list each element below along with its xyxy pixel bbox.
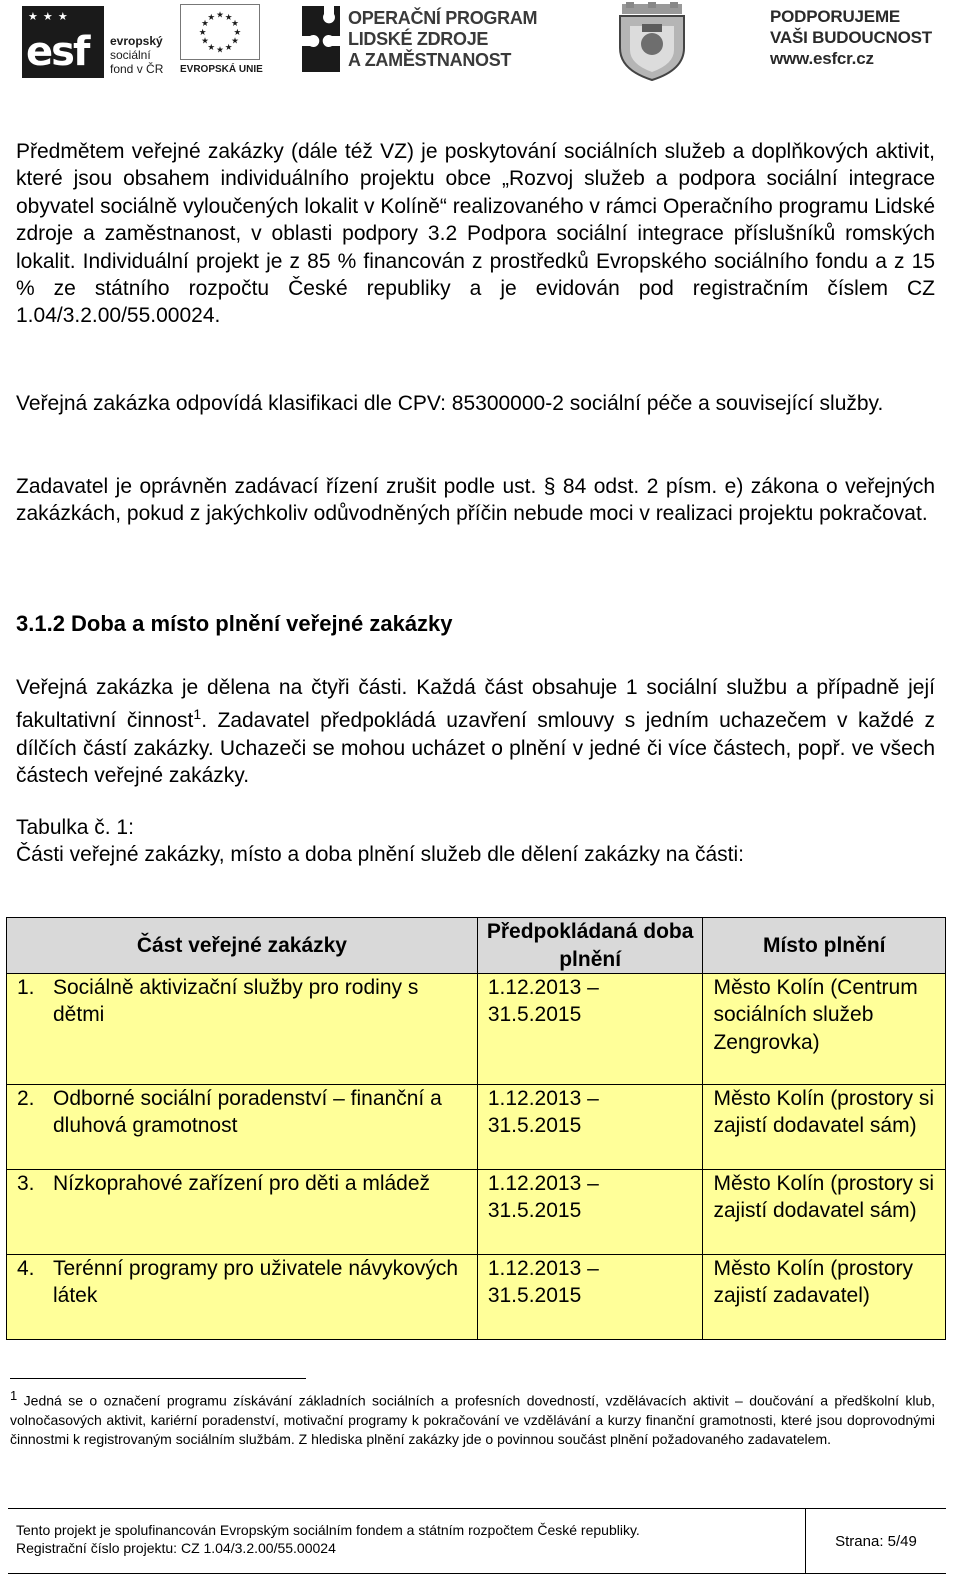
footnote: [10, 1386, 935, 1449]
table-row: [7, 1255, 946, 1340]
footnote-ref[interactable]: 1: [193, 706, 202, 723]
paragraph-parts: [16, 674, 935, 790]
table-row: [7, 1085, 946, 1170]
paragraph-cancellation: Zadavatel je oprávněn zadávací řízení zrušit podle ust. § 84 odst. 2 písm. e) zákona o veřejných zakázkách, pokud z jakýchkoliv odůvodněných příčin nebude moci v realizaci projektu pokračovat.: [16, 475, 935, 526]
cell-part: [7, 974, 478, 1085]
esf-letters: esf: [26, 29, 89, 75]
op-text: [348, 8, 537, 71]
paragraph-cpv: Veřejná zakázka odpovídá klasifikaci dle CPV: 85300000-2 sociální péče a související služby.: [16, 392, 884, 415]
eu-star-icon: ★: [216, 44, 224, 55]
eu-flag-icon: [180, 4, 260, 60]
period-end: 31.5.2015: [487, 1199, 582, 1223]
row-part: Nízkoprahové zařízení pro děti a mládež: [53, 1172, 431, 1195]
esf-text: [110, 34, 163, 76]
op-line3: A ZAMĚSTNANOST: [348, 50, 512, 70]
cell-part: [7, 1085, 478, 1170]
parts-table: [6, 917, 946, 1340]
esf-line3: fond v ČR: [110, 62, 164, 76]
eu-star-icon: ★: [207, 11, 216, 22]
row-number: 3.: [17, 1172, 35, 1195]
cell-period: [477, 974, 703, 1085]
header-logo-bar: [0, 0, 960, 90]
paragraph-parts-text-a: Veřejná zakázka je dělena na čtyři části. Každá část obsahuje 1 sociální službu a případně její fakultativní činnost: [16, 676, 935, 733]
page-number: Strana: 5/49: [805, 1509, 946, 1573]
footer-line1: Tento projekt je spolufinancován Evropským sociálním fondem a státním rozpočtem České republiky.: [16, 1522, 640, 1538]
period-start: 1.12.2013 –: [487, 1172, 599, 1195]
support-logo: [770, 6, 960, 76]
cell-place: Město Kolín (prostory si zajistí dodavatel sám): [703, 1170, 946, 1255]
footnote-mark: 1: [10, 1388, 18, 1403]
eu-star-icon: ★: [224, 11, 233, 22]
support-text: [770, 6, 960, 69]
esf-line1: evropský: [110, 34, 163, 48]
header-place: Místo plnění: [703, 918, 946, 974]
esf-logo: [22, 6, 172, 78]
op-lzz-logo: [298, 2, 558, 78]
footnote-rule: [10, 1378, 306, 1379]
op-line1: OPERAČNÍ PROGRAM: [348, 8, 538, 28]
table-row: [7, 974, 946, 1085]
row-part: Terénní programy pro uživatele návykových látek: [53, 1257, 459, 1308]
cell-place: Město Kolín (prostory si zajistí dodavatel sám): [703, 1085, 946, 1170]
period-end: 31.5.2015: [487, 1003, 582, 1027]
eu-star-icon: ★: [224, 41, 233, 52]
eu-star-icon: ★: [201, 18, 209, 29]
cell-part: [7, 1170, 478, 1255]
period-start: 1.12.2013 –: [487, 1087, 599, 1110]
table-caption: Části veřejné zakázky, místo a doba plnění služeb dle dělení zakázky na části:: [16, 843, 744, 866]
puzzle-icon: [298, 2, 344, 76]
cell-period: [477, 1085, 703, 1170]
eu-star-icon: ★: [198, 26, 207, 37]
eu-star-icon: ★: [231, 18, 239, 29]
cell-place: Město Kolín (Centrum sociálních služeb Zengrovka): [703, 974, 946, 1085]
eu-star-icon: ★: [207, 41, 216, 52]
section-heading: 3.1.2 Doba a místo plnění veřejné zakázky: [16, 611, 453, 636]
cell-period: [477, 1170, 703, 1255]
coat-of-arms-logo: [612, 2, 692, 82]
eu-caption: EVROPSKÁ UNIE: [180, 64, 263, 75]
header-period: Předpokládaná doba plnění: [477, 918, 703, 974]
eu-star-icon: ★: [216, 9, 224, 20]
support-line1: PODPORUJEME: [770, 7, 901, 26]
header-part: Část veřejné zakázky: [7, 918, 478, 974]
eu-star-icon: ★: [231, 35, 239, 46]
row-part: Sociálně aktivizační služby pro rodiny s dětmi: [53, 976, 419, 1027]
esf-mark: [22, 6, 104, 78]
support-url: www.esfcr.cz: [770, 49, 874, 68]
table-header-row: [7, 918, 946, 974]
row-number: 4.: [17, 1257, 35, 1280]
cell-period: [477, 1255, 703, 1340]
page-footer: [8, 1508, 946, 1574]
eu-star-icon: ★: [233, 26, 242, 37]
footer-registration: Registrační číslo projektu: CZ 1.04/3.2.00/55.00024: [16, 1540, 336, 1556]
paragraph-subject: Předmětem veřejné zakázky (dále též VZ) je poskytování sociálních služeb a doplňkových aktivit, které jsou obsahem individuálního projektu obce „Rozvoj služeb a podpora sociální integrace obyvatel sociálně vyloučených lokalit v Kolíně“ realizovaného v rámci Operačního programu Lidské zdroje a zaměstnanost, v oblasti podpory 3.2 Podpora sociální integrace příslušníků romských lokalit. Individuální projekt je z 85 % financován z prostředků Evropského sociálního fondu a z 15 % ze státního rozpočtu České republiky a je evidován pod registračním číslem CZ 1.04/3.2.00/55.00024.: [16, 140, 935, 328]
op-line2: LIDSKÉ ZDROJE: [348, 29, 489, 49]
cell-place: Město Kolín (prostory zajistí zadavatel): [703, 1255, 946, 1340]
esf-line2: sociální: [110, 48, 151, 62]
period-end: 31.5.2015: [487, 1284, 582, 1308]
esf-stars-icon: ★ ★ ★: [28, 11, 69, 23]
row-number: 1.: [17, 976, 35, 999]
period-end: 31.5.2015: [487, 1114, 582, 1138]
support-line2: VAŠI BUDOUCNOST: [770, 28, 932, 47]
row-part: Odborné sociální poradenství – finanční a dluhová gramotnost: [53, 1087, 442, 1138]
table-label: Tabulka č. 1:: [16, 816, 134, 839]
footer-info: [16, 1521, 640, 1557]
footnote-text: Jedná se o označení programu získávání základních sociálních a profesních dovedností, vzdělávacích aktivit – doučování a předškolní klub, volnočasových aktivit, kariérní poradenství, motivační programy k pokračování ve vzdělávání a kurzy finanční gramotnosti, které jsou doprovodnými činnostmi k registrovaným sociálním službám. Z hlediska plnění zakázky jde o povinnou součást plnění požadovaného zadavatelem.: [10, 1392, 936, 1447]
coat-of-arms-icon: [612, 2, 692, 82]
cell-part: [7, 1255, 478, 1340]
eu-logo: [180, 4, 276, 78]
row-number: 2.: [17, 1087, 35, 1110]
period-start: 1.12.2013 –: [487, 1257, 599, 1280]
period-start: 1.12.2013 –: [487, 976, 599, 999]
paragraph-parts-text-b: . Zadavatel předpokládá uzavření smlouvy s jedním uchazečem v každé z dílčích částí zakázky. Uchazeči se mohou ucházet o plnění v jedné či více částech, popř. ve všech částech veřejné zakázky.: [16, 709, 935, 788]
eu-star-icon: ★: [201, 35, 209, 46]
table-row: [7, 1170, 946, 1255]
